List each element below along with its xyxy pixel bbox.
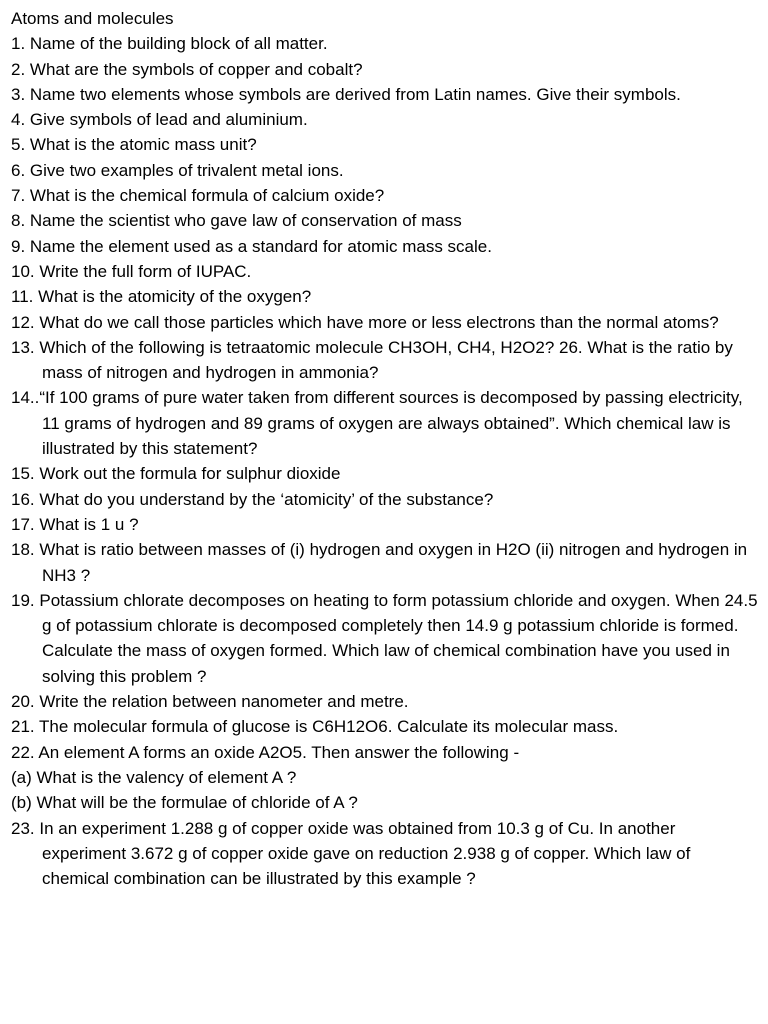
- question-item: 3. Name two elements whose symbols are derived from Latin names. Give their symbols.: [11, 84, 681, 104]
- document-title: Atoms and molecules: [11, 9, 174, 28]
- question-item: 4. Give symbols of lead and aluminium.: [11, 110, 308, 130]
- question-item: 15. Work out the formula for sulphur dioxide: [11, 464, 341, 484]
- sub-question: (b) What will be the formulae of chloride of A ?: [11, 793, 358, 813]
- question-item: 11. What is the atomicity of the oxygen?: [11, 287, 312, 307]
- question-item: 9. Name the element used as a standard for atomic mass scale.: [11, 236, 492, 256]
- document-page: [11, 6, 761, 891]
- question-item: 16. What do you understand by the ‘atomicity’ of the substance?: [11, 489, 494, 509]
- question-item: 20. Write the relation between nanometer and metre.: [11, 692, 409, 712]
- sub-question: (a) What is the valency of element A ?: [11, 767, 297, 787]
- question-item: 18. What is ratio between masses of (i) hydrogen and oxygen in H2O (ii) nitrogen and hydrogen in NH3 ?: [11, 540, 748, 585]
- question-item: 1. Name of the building block of all matter.: [11, 34, 328, 54]
- question-item: 6. Give two examples of trivalent metal ions.: [11, 160, 344, 180]
- question-item: 2. What are the symbols of copper and cobalt?: [11, 59, 363, 79]
- question-item: 8. Name the scientist who gave law of conservation of mass: [11, 211, 462, 231]
- question-item: 12. What do we call those particles which have more or less electrons than the normal atoms?: [11, 312, 719, 332]
- question-item: 14..“If 100 grams of pure water taken from different sources is decomposed by passing electricity, 11 grams of hydrogen and 89 grams of oxygen are always obtained”. Which chemical law is illustrated by this statement?: [11, 388, 743, 459]
- question-item: 19. Potassium chlorate decomposes on heating to form potassium chloride and oxygen. When 24.5 g of potassium chlorate is decomposed completely then 14.9 g potassium chloride is formed. Calculate the mass of oxygen formed. Which law of chemical combination have you used in solving this problem ?: [11, 590, 758, 686]
- question-item: 10. Write the full form of IUPAC.: [11, 261, 252, 281]
- question-item: 21. The molecular formula of glucose is C6H12O6. Calculate its molecular mass.: [11, 717, 619, 737]
- question-item: 7. What is the chemical formula of calcium oxide?: [11, 186, 385, 206]
- question-list: [11, 31, 761, 891]
- question-item: 22. An element A forms an oxide A2O5. Then answer the following -: [11, 742, 520, 762]
- question-item: 13. Which of the following is tetraatomic molecule CH3OH, CH4, H2O2? 26. What is the ratio by mass of nitrogen and hydrogen in ammonia?: [11, 337, 733, 383]
- question-item: 23. In an experiment 1.288 g of copper oxide was obtained from 10.3 g of Cu. In another experiment 3.672 g of copper oxide gave on reduction 2.938 g of copper. Which law of chemical combination can be illustrated by this example ?: [11, 818, 691, 889]
- question-item: 17. What is 1 u ?: [11, 514, 139, 534]
- question-item: 5. What is the atomic mass unit?: [11, 135, 257, 155]
